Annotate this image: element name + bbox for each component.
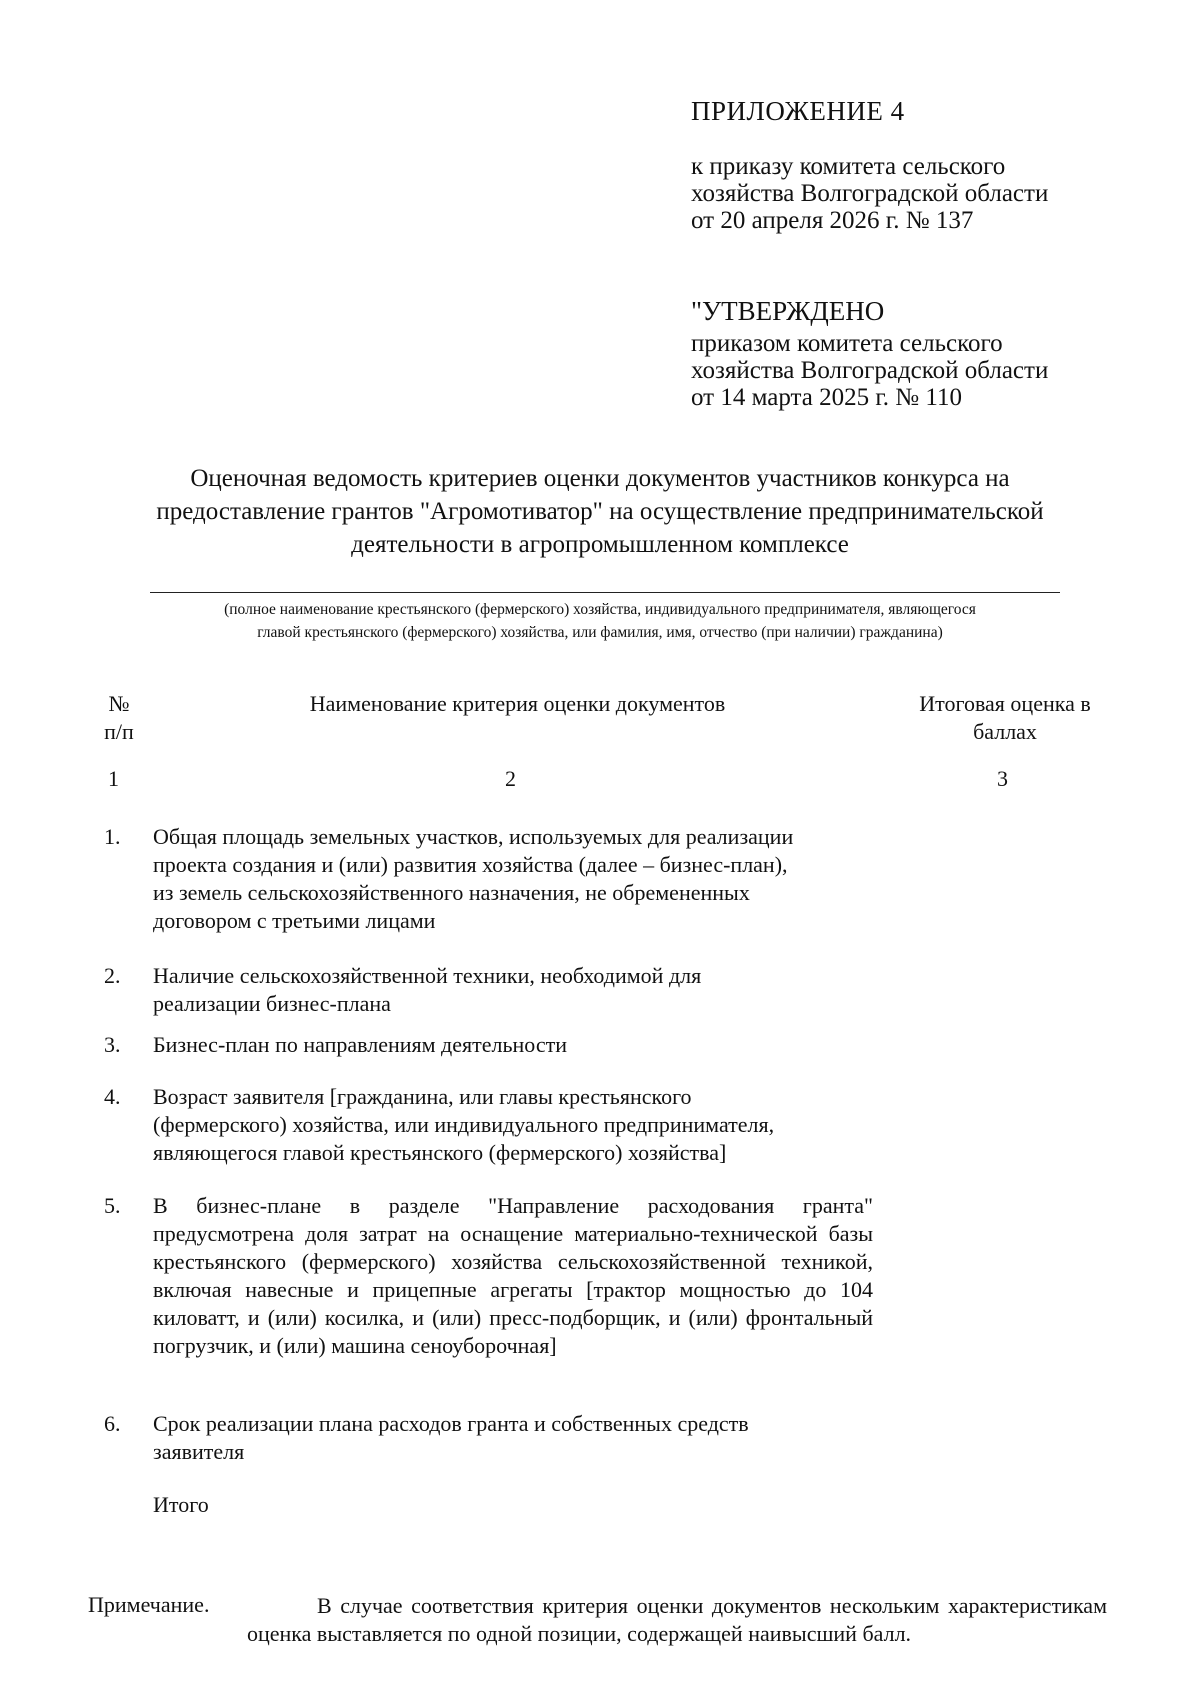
- applicant-name-caption: [80, 598, 1120, 644]
- row-number: 5.: [104, 1193, 121, 1218]
- header-score: [890, 690, 1120, 746]
- approved-reference: [691, 330, 1048, 411]
- column-index: 2: [505, 766, 516, 791]
- header-number-line: №: [108, 691, 130, 716]
- document-title-line: деятельности в агропромышленном комплексе: [351, 531, 849, 558]
- criterion-line: Возраст заявителя [гражданина, или главы крестьянского: [153, 1084, 692, 1109]
- caption-line: (полное наименование крестьянского (фермерского) хозяйства, индивидуального предпринимателя, являющегося: [224, 601, 976, 618]
- criterion-text: [153, 1031, 873, 1059]
- row-number: 2.: [104, 963, 121, 988]
- column-index: 3: [997, 766, 1008, 791]
- header-criterion-name: Наименование критерия оценки документов: [309, 691, 726, 716]
- row-number: 6.: [104, 1411, 121, 1436]
- note-label: Примечание.: [88, 1592, 210, 1617]
- appendix-line: от 20 апреля 2026 г. № 137: [691, 207, 974, 234]
- criterion-line: (фермерского) хозяйства, или индивидуального предпринимателя,: [153, 1112, 775, 1137]
- criterion-line: Срок реализации плана расходов гранта и собственных средств: [153, 1411, 749, 1436]
- row-number: 3.: [104, 1032, 121, 1057]
- criterion-text: [153, 962, 873, 1018]
- appendix-title: ПРИЛОЖЕНИЕ 4: [691, 96, 905, 126]
- criterion-text: [153, 1410, 873, 1466]
- criterion-line: реализации бизнес-плана: [153, 991, 391, 1016]
- criterion-line: заявителя: [153, 1439, 245, 1464]
- row-number: 4.: [104, 1084, 121, 1109]
- approved-title: "УТВЕРЖДЕНО: [691, 296, 885, 326]
- caption-line: главой крестьянского (фермерского) хозяйства, или фамилия, имя, отчество (при наличии) гражданина): [257, 624, 943, 641]
- total-label: Итого: [153, 1492, 209, 1517]
- criterion-line: Наличие сельскохозяйственной техники, необходимой для: [153, 963, 702, 988]
- note-text: В случае соответствия критерия оценки документов нескольким характеристикам оценка выставляется по одной позиции, содержащей наивысший балл.: [247, 1593, 1107, 1646]
- header-score-line: баллах: [973, 719, 1037, 744]
- criterion-line: проекта создания и (или) развития хозяйства (далее – бизнес-план),: [153, 852, 788, 877]
- header-number-line: п/п: [104, 719, 134, 744]
- header-number: [94, 690, 144, 746]
- document-title-line: Оценочная ведомость критериев оценки документов участников конкурса на: [190, 465, 1010, 492]
- document-title: [80, 462, 1120, 561]
- criterion-text: В бизнес-плане в разделе "Направление расходования гранта" предусмотрена доля затрат на оснащение материально-технической базы крестьянского (фермерского) хозяйства сельскохозяйственной техникой, включая навесные и прицепные агрегаты [трактор мощностью до 104 киловатт, и (или) косилка, и (или) пресс-подборщик, и (или) фронтальный погрузчик, и (или) машина сеноуборочная]: [153, 1193, 873, 1358]
- criterion-line: являющегося главой крестьянского (фермерского) хозяйства]: [153, 1140, 727, 1165]
- row-number: 1.: [104, 824, 121, 849]
- appendix-line: к приказу комитета сельского: [691, 153, 1006, 180]
- appendix-line: хозяйства Волгоградской области: [691, 180, 1049, 207]
- criterion-text: [153, 823, 873, 935]
- approved-line: приказом комитета сельского: [691, 330, 1003, 357]
- criterion-line: Общая площадь земельных участков, используемых для реализации: [153, 824, 794, 849]
- criterion-text: [153, 1083, 873, 1167]
- criterion-line: из земель сельскохозяйственного назначения, не обремененных: [153, 880, 750, 905]
- header-score-line: Итоговая оценка в: [919, 691, 1091, 716]
- approved-line: от 14 марта 2025 г. № 110: [691, 384, 962, 411]
- criterion-line: договором с третьими лицами: [153, 908, 436, 933]
- approved-line: хозяйства Волгоградской области: [691, 357, 1049, 384]
- appendix-reference: [691, 153, 1048, 234]
- column-index: 1: [108, 766, 119, 791]
- document-title-line: предоставление грантов "Агромотиватор" на осуществление предпринимательской: [156, 498, 1044, 525]
- applicant-name-line: [150, 592, 1060, 593]
- criterion-line: Бизнес-план по направлениям деятельности: [153, 1032, 567, 1057]
